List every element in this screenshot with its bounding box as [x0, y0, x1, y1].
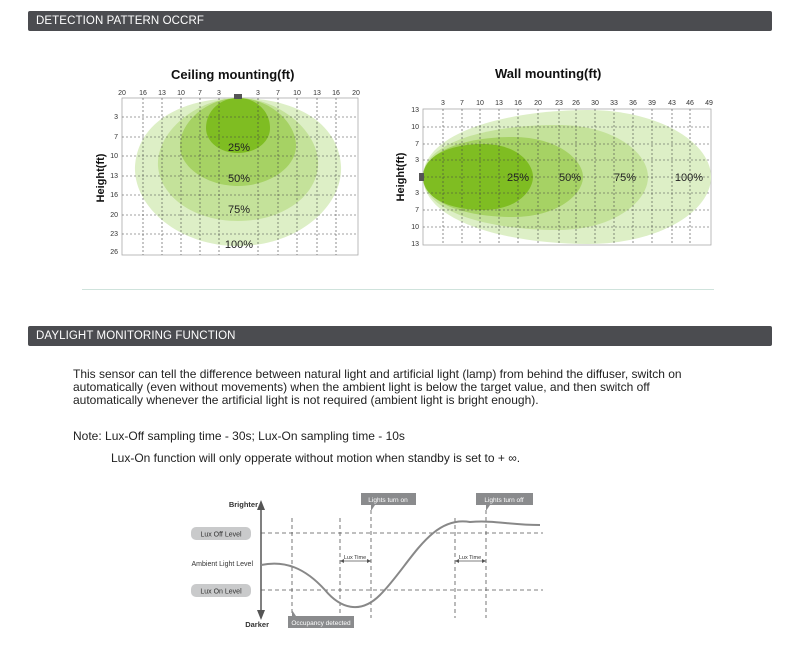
zone-label-25: 25%	[227, 142, 251, 154]
wall-y-tick: 10	[411, 124, 419, 131]
wall-y-tick: 13	[411, 107, 419, 114]
wall-x-tick: 7	[460, 100, 464, 107]
zone-label-75: 75%	[613, 172, 637, 184]
lux-on-label: Lux On Level	[200, 588, 242, 596]
ceiling-x-tick: 16	[139, 90, 147, 97]
ceiling-y-tick: 20	[110, 212, 118, 219]
wall-x-tick: 10	[476, 100, 484, 107]
wall-x-tick: 30	[591, 100, 599, 107]
wall-y-tick: 7	[415, 141, 419, 148]
ceiling-chart-title: Ceiling mounting(ft)	[171, 67, 295, 82]
zone-label-50: 50%	[227, 173, 251, 185]
ceiling-x-tick: 3	[256, 90, 260, 97]
wall-x-tick: 33	[610, 100, 618, 107]
section-title: DETECTION PATTERN OCCRF	[36, 15, 204, 27]
ceiling-y-tick: 7	[114, 134, 118, 141]
ceiling-x-tick: 13	[158, 90, 166, 97]
ceiling-y-tick: 10	[110, 153, 118, 160]
daylight-timing-diagram	[175, 490, 545, 635]
wall-x-tick: 20	[534, 100, 542, 107]
wall-x-tick: 16	[514, 100, 522, 107]
sensor-icon	[234, 94, 242, 99]
ceiling-y-tick: 23	[110, 231, 118, 238]
zone-label-75: 75%	[227, 204, 251, 216]
ceiling-y-tick: 26	[110, 249, 118, 256]
ceiling-y-tick: 3	[114, 114, 118, 121]
wall-y-tick: 3	[415, 157, 419, 164]
wall-y-tick: 10	[411, 224, 419, 231]
darker-label: Darker	[245, 620, 269, 629]
ceiling-x-tick: 13	[313, 90, 321, 97]
wall-x-tick: 23	[555, 100, 563, 107]
note-line: Note: Lux-Off sampling time - 30s; Lux-On sampling time - 10s	[73, 429, 405, 443]
ceiling-x-tick: 10	[177, 90, 185, 97]
ceiling-x-tick: 20	[118, 90, 126, 97]
ceiling-y-tick: 16	[110, 192, 118, 199]
lux-time-label: Lux Time	[458, 555, 482, 561]
ceiling-x-tick: 16	[332, 90, 340, 97]
wall-y-tick: 3	[415, 190, 419, 197]
wall-x-tick: 49	[705, 100, 713, 107]
light-curve	[261, 521, 540, 607]
description-paragraph: This sensor can tell the difference between natural light and artificial light (lamp) from behind the diffuser, switch on automatically (even without movements) when the ambient light is below the target value, and then switch off automatically whenever the artificial light is not required (ambient light is bright enough).	[73, 367, 682, 407]
section-divider	[82, 289, 714, 290]
wall-x-tick: 36	[629, 100, 637, 107]
ceiling-y-tick: 13	[110, 173, 118, 180]
occupancy-label: Occupancy detected	[291, 620, 351, 627]
brighter-label: Brighter	[228, 500, 258, 509]
lights-on-label: Lights turn on	[368, 497, 408, 504]
wall-y-label: Height(ft)	[395, 152, 407, 202]
ceiling-x-tick: 7	[198, 90, 202, 97]
wall-x-tick: 39	[648, 100, 656, 107]
wall-x-tick: 46	[686, 100, 694, 107]
ceiling-diagram	[88, 86, 388, 261]
section-title: DAYLIGHT MONITORING FUNCTION	[36, 330, 236, 342]
lights-off-label: Lights turn off	[484, 497, 524, 504]
wall-x-tick: 43	[668, 100, 676, 107]
section-header-detection	[28, 11, 772, 31]
wall-y-tick: 13	[411, 241, 419, 248]
section-header-daylight	[28, 326, 772, 346]
ceiling-x-tick: 20	[352, 90, 360, 97]
zone-label-100: 100%	[224, 239, 254, 251]
lux-time-label: Lux Time	[343, 555, 367, 561]
wall-x-tick: 26	[572, 100, 580, 107]
zone-label-50: 50%	[558, 172, 582, 184]
ceiling-x-tick: 10	[293, 90, 301, 97]
wall-chart-title: Wall mounting(ft)	[495, 66, 602, 81]
ambient-label: Ambient Light Level	[191, 561, 253, 568]
lux-off-label: Lux Off Level	[200, 531, 242, 539]
wall-diagram	[388, 92, 720, 252]
ceiling-x-tick: 7	[276, 90, 280, 97]
zone-label-100: 100%	[674, 172, 704, 184]
sensor-icon	[419, 173, 424, 181]
ceiling-y-label: Height(ft)	[95, 153, 107, 203]
zone-label-25: 25%	[506, 172, 530, 184]
wall-x-tick: 13	[495, 100, 503, 107]
wall-x-tick: 3	[441, 100, 445, 107]
note-line-2: Lux-On function will only opperate without motion when standby is set to + ∞.	[111, 451, 521, 465]
wall-y-tick: 7	[415, 207, 419, 214]
ceiling-x-tick: 3	[217, 90, 221, 97]
